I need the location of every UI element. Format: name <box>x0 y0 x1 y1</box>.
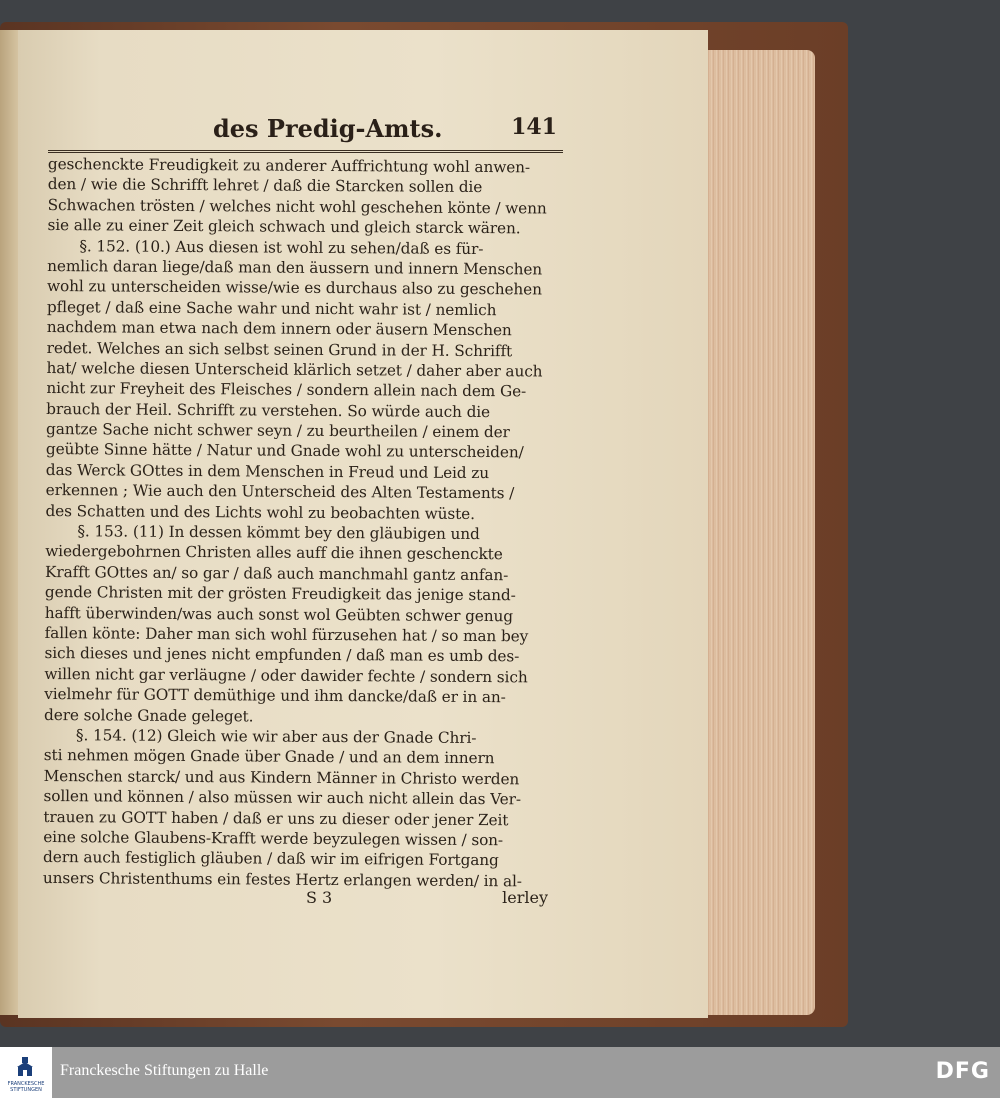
running-head: des Predig-Amts. <box>213 114 443 143</box>
facing-page-edge <box>0 30 20 1015</box>
text-line: den / wie die Schrifft lehret / daß die Starcken sollen die <box>47 175 483 197</box>
page-number: 141 <box>511 114 557 140</box>
text-line: sich dieses und jenes nicht empfunden / daß man es umb des- <box>44 644 520 666</box>
text-line: brauch der Heil. Schrifft zu verstehen. So würde auch die <box>46 399 491 421</box>
footer-bar <box>0 1047 1000 1098</box>
text-line: das Werck GOttes in dem Menschen in Freud und Leid zu <box>45 460 490 482</box>
text-line: pfleget / daß eine Sache wahr und nicht wahr ist / nemlich <box>46 297 497 319</box>
text-line: willen nicht gar verläugne / oder dawider fechte / sondern sich <box>44 664 528 687</box>
text-line: sie alle zu einer Zeit gleich schwach und gleich starck wären. <box>47 216 521 238</box>
institution-logo[interactable] <box>0 1047 52 1098</box>
text-line: dern auch festiglich gläuben / daß wir im eifrigen Fortgang <box>43 848 499 870</box>
text-line: erkennen ; Wie auch den Unterscheid des Alten Testaments / <box>45 481 515 503</box>
institution-name[interactable]: Franckesche Stiftungen zu Halle <box>60 1062 269 1079</box>
logo-text: FRANCKESCHE STIFTUNGEN <box>7 1081 45 1093</box>
text-line: trauen zu GOTT haben / daß er uns zu dieser oder jener Zeit <box>43 807 509 829</box>
text-line: dere solche Gnade geleget. <box>44 705 254 725</box>
text-line: nemlich daran liege/daß man den äussern und innern Menschen <box>47 256 543 279</box>
text-line: §. 152. (10.) Aus diesen ist wohl zu sehen/daß es für- <box>79 236 484 258</box>
text-line: geschenckte Freudigkeit zu anderer Auffrichtung wohl anwen- <box>47 154 531 177</box>
text-line: fallen könte: Daher man sich wohl fürzusehen hat / so man bey <box>44 623 529 646</box>
text-line: hat/ welche diesen Unterscheid klärlich setzet / daher aber auch <box>46 358 543 381</box>
text-line: vielmehr für GOTT demüthige und ihm dancke/daß er in an- <box>44 685 506 707</box>
text-line: des Schatten und des Lichts wohl zu beobachten wüste. <box>45 501 475 523</box>
text-line: gantze Sache nicht schwer seyn / zu beurtheilen / einem der <box>46 420 510 442</box>
text-line: §. 154. (12) Gleich wie wir aber aus der Gnade Chri- <box>75 726 477 747</box>
text-line: nachdem man etwa nach dem innern oder äusern Menschen <box>46 318 512 340</box>
page-edges <box>700 50 815 1015</box>
text-line: Menschen starck/ und aus Kindern Männer in Christo werden <box>43 766 520 789</box>
page-header <box>48 110 563 153</box>
text-line: Schwachen trösten / welches nicht wohl geschehen könte / wenn <box>47 195 547 218</box>
stiftungen-logo-icon <box>13 1055 37 1077</box>
dfg-logo[interactable]: DFG <box>935 1059 990 1084</box>
text-line: nicht zur Freyheit des Fleisches / sondern allein nach dem Ge- <box>46 379 527 401</box>
text-line: redet. Welches an sich selbst seinen Grund in der H. Schrifft <box>46 338 513 360</box>
text-line: wiedergebohrnen Christen alles auff die ihnen geschenckte <box>45 542 503 564</box>
text-line: sollen und können / also müssen wir auch nicht allein das Ver- <box>43 787 522 809</box>
text-line: wohl zu unterscheiden wisse/wie es durchaus also zu geschehen <box>47 277 542 299</box>
signature-mark: S 3 <box>306 888 333 907</box>
text-line: Krafft GOttes an/ so gar / daß auch manchmahl gantz anfan- <box>45 562 509 585</box>
text-line: §. 153. (11) In dessen kömmt bey den gläubigen und <box>77 522 480 544</box>
book-page <box>18 30 708 1018</box>
catchword: lerley <box>502 888 548 907</box>
text-line: hafft überwinden/was auch sonst wol Geübten schwer genug <box>44 603 514 625</box>
body-text <box>43 154 560 892</box>
text-line: eine solche Glaubens-Krafft werde beyzulegen wissen / son- <box>43 827 504 850</box>
text-line: gende Christen mit der grösten Freudigkeit das jenige stand- <box>44 583 516 605</box>
text-line: sti nehmen mögen Gnade über Gnade / und an dem innern <box>43 746 495 768</box>
text-line: unsers Christenthums ein festes Hertz erlangen werden/ in al- <box>42 868 522 890</box>
page-footer <box>48 888 560 912</box>
text-line: geübte Sinne hätte / Natur und Gnade wohl zu unterscheiden/ <box>45 440 524 462</box>
